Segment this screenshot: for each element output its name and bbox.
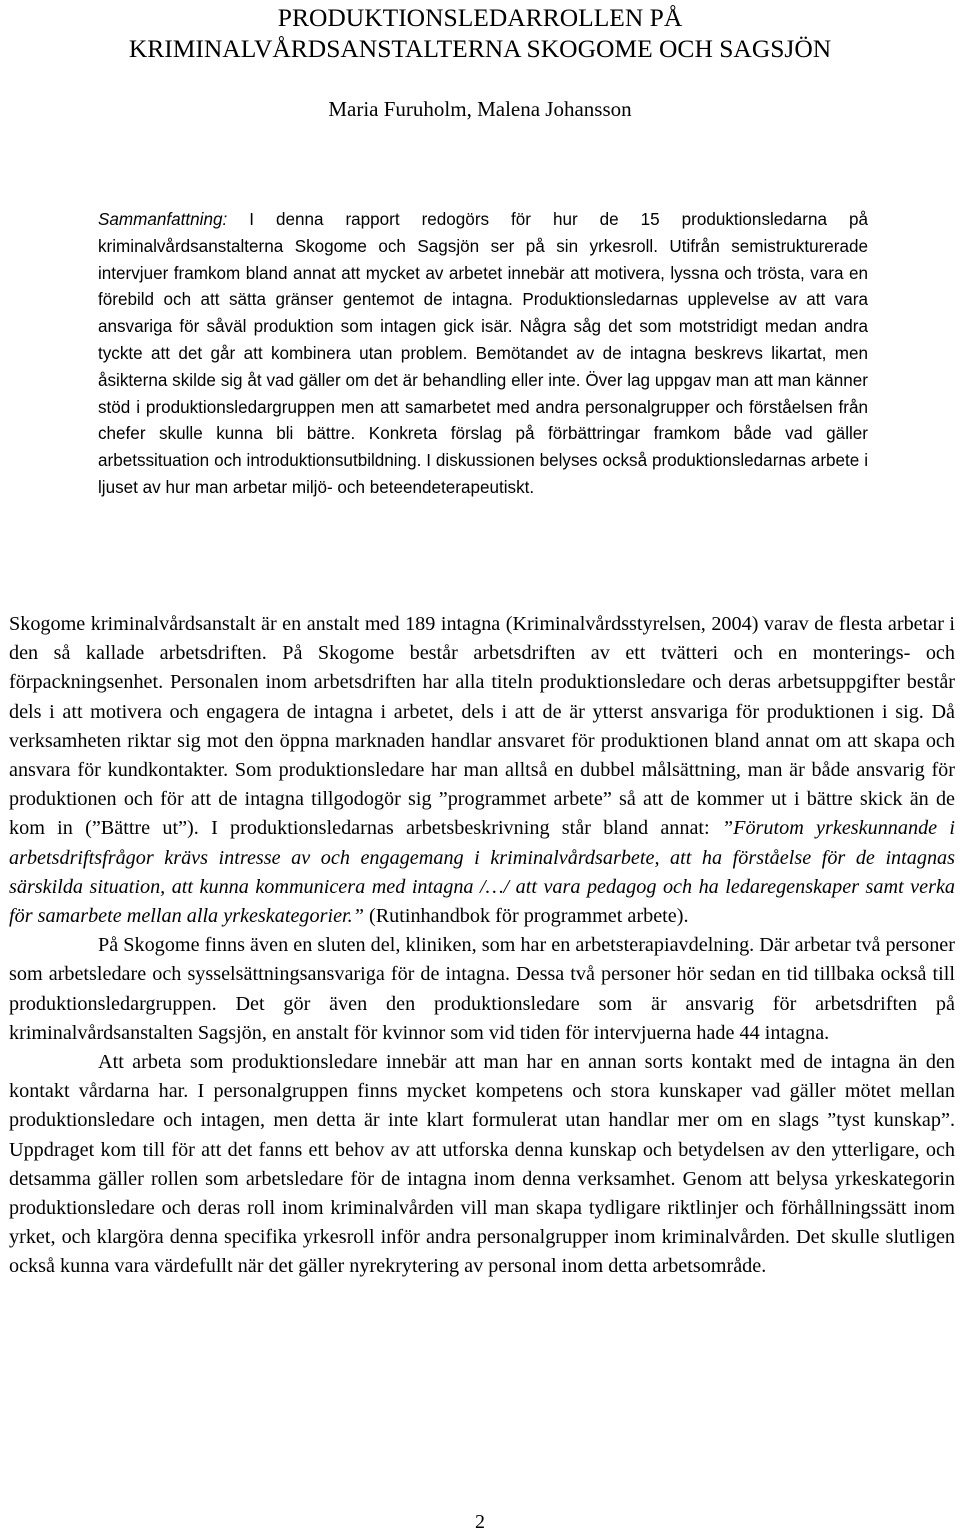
page-number: 2: [475, 1511, 485, 1533]
quote-source: (Rutinhandbok för programmet arbete).: [363, 905, 689, 928]
body-text: [9, 610, 955, 1282]
title-line-2: KRIMINALVÅRDSANSTALTERNA SKOGOME OCH SAGSJÖN: [128, 34, 832, 63]
paragraph-2: På Skogome finns även en sluten del, kliniken, som har en arbetsterapiavdelning. Där arbetar två personer som arbetsledare och sysselsättningsansvariga för de intagna. Dessa två personer hör sedan en tid tillbaka också till produktionsledargruppen. Det gör även den produktionsledare som är ansvarig för arbetsdriften på kriminalvårdsanstalten Sagsjön, en anstalt för kvinnor som vid tiden för intervjuerna hade 44 intagna.: [9, 934, 955, 1044]
paragraph-1-intro: Skogome kriminalvårdsanstalt är en anstalt med 189 intagna (Kriminalvårdsstyrelsen, 2004) varav de flesta arbetar i den så kallade arbetsdriften. På Skogome består arbetsdriften av ett tvätteri och en monterings- och förpackningsenhet. Personalen inom arbetsdriften har alla titeln produktionsledare och deras arbetsuppgifter består dels i att motivera och engagera de intagna i arbetet, dels i att de är ytterst ansvariga för produktionen i sig. Då verksamheten riktar sig mot den öppna marknaden handlar ansvaret för produktionen bland annat om att skapa och ansvara för kundkontakter. Som produktionsledare har man alltså en dubbel målsättning, man är både ansvarig för produktionen och för att de intagna tillgodogör sig ”programmet arbete” så att de kommer ut i bättre skick än de kom in (”Bättre ut”). I produktionsledarnas arbetsbeskrivning står bland annat:: [9, 613, 955, 840]
job-description-quote: ”Förutom yrkeskunnande i arbetsdriftsfrågor krävs intresse av och engagemang i kriminalvårdsarbete, att ha förståelse för de intagnas särskilda situation, att kunna kommunicera med intagna /…/ att vara pedagog och ha ledaregenskaper samt verka för samarbete mellan alla yrkeskategorier.”: [9, 817, 955, 928]
paragraph-1: [9, 610, 955, 931]
title-line-1: PRODUKTIONSLEDARROLLEN PÅ: [277, 3, 683, 32]
abstract-text: I denna rapport redogörs för hur de 15 produktionsledarna på kriminalvårdsanstalterna Skogome och Sagsjön ser på sin yrkesroll. Utifrån semistrukturerade intervjuer framkom bland annat att mycket av arbetet innebär att motivera, lyssna och trösta, vara en förebild och att sätta gränser gentemot de intagna. Produktionsledarnas upplevelse av att vara ansvariga för såväl produktion som intagen gick isär. Några såg det som motstridigt medan andra tyckte att det går att kombinera utan problem. Bemötandet av de intagna beskrevs likartat, men åsikterna skilde sig åt vad gäller om det är behandling eller inte. Över lag uppgav man att man känner stöd i produktionsledargruppen men att samarbetet med andra personalgrupper och förståelsen från chefer skulle kunna bli bättre. Konkreta förslag på förbättringar framkom både vad gäller arbetssituation och introduktionsutbildning. I diskussionen belyses också produktionsledarnas arbete i ljuset av hur man arbetar miljö- och beteendeterapeutiskt.: [98, 210, 869, 497]
authors: Maria Furuholm, Malena Johansson: [328, 97, 632, 121]
abstract: [98, 207, 868, 502]
abstract-label: Sammanfattning:: [98, 210, 228, 229]
paragraph-3: Att arbeta som produktionsledare innebär att man har en annan sorts kontakt med de intagna än den kontakt vårdarna har. I personalgruppen finns mycket kompetens och stora kunskaper vad gäller mötet mellan produktionsledare och intagen, men detta är inte klart formulerat utan handlar mer om en slags ”tyst kunskap”. Uppdraget kom till för att det fanns ett behov av att utforska denna kunskap och betydelsen av den ytterligare, och detsamma gäller rollen som arbetsledare för de intagna inom denna verksamhet. Genom att belysa yrkeskategorin produktionsledare och deras roll inom kriminalvården vill man skapa tydligare riktlinjer och förhållningssätt inom yrket, och klargöra denna specifika yrkesroll inför andra personalgrupper inom kriminalvården. Det skulle slutligen också kunna vara värdefullt när det gäller nyrekrytering av personal inom detta arbetsområde.: [9, 1051, 955, 1278]
document-title: [0, 2, 960, 64]
